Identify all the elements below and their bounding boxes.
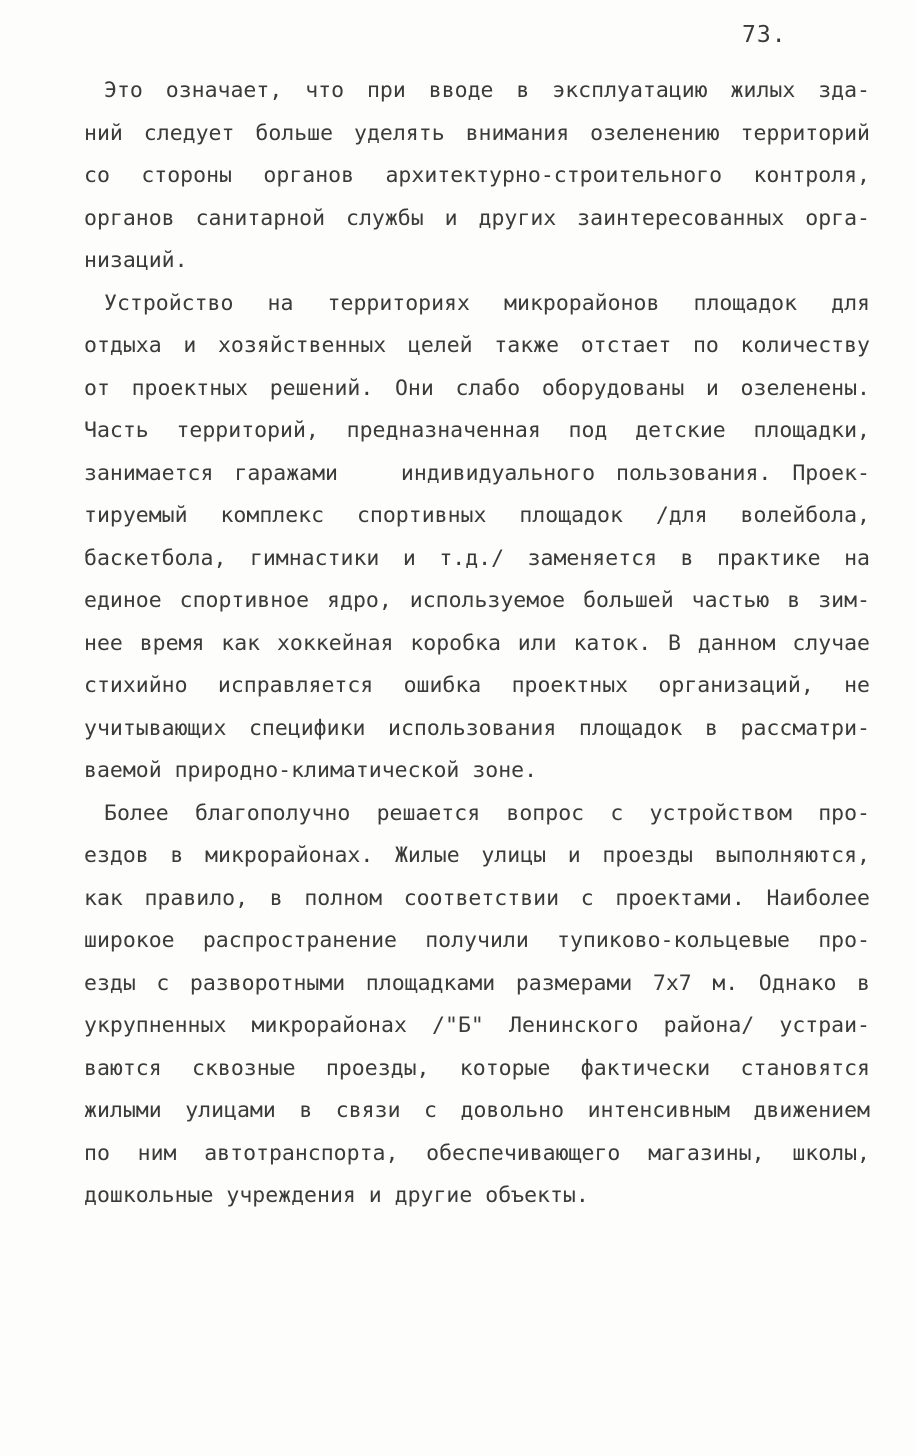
- text-line: стихийно исправляется ошибка проектных организаций, не: [84, 673, 870, 698]
- text-line: ездов в микрорайонах. Жилые улицы и проезды выполняются,: [84, 843, 870, 868]
- text-line: дошкольные учреждения и другие объекты.: [84, 1183, 589, 1208]
- text-line: широкое распространение получили тупиково-кольцевые про-: [84, 928, 870, 953]
- text-line: Более благополучно решается вопрос с устройством про-: [104, 800, 870, 826]
- text-line: Это означает, что при вводе в эксплуатацию жилых зда-: [104, 78, 870, 103]
- text-line: Устройство на территориях микрорайонов площадок для: [104, 290, 870, 316]
- text-line: как правило, в полном соответствии с проектами. Наиболее: [84, 885, 870, 911]
- body-text: [84, 70, 870, 1218]
- text-line: учитывающих специфики использования площадок в рассматри-: [84, 715, 870, 741]
- page-number: 73.: [742, 22, 787, 48]
- text-line: езды с разворотными площадками размерами 7х7 м. Однако в: [84, 970, 870, 996]
- paragraph-3: [84, 793, 870, 1218]
- text-line: органов санитарной службы и других заинтересованных орга-: [84, 205, 870, 231]
- text-line: отдыха и хозяйственных целей также отстает по количеству: [84, 333, 870, 358]
- paragraph-1: [84, 70, 870, 283]
- text-line: занимается гаражами индивидуального пользования. Проек-: [84, 460, 870, 486]
- text-line: Часть территорий, предназначенная под детские площадки,: [84, 418, 870, 443]
- text-line: нее время как хоккейная коробка или каток. В данном случае: [84, 630, 870, 656]
- text-line: со стороны органов архитектурно-строительного контроля,: [84, 163, 870, 188]
- text-line: единое спортивное ядро, используемое большей частью в зим-: [84, 588, 870, 613]
- text-line: ний следует больше уделять внимания озеленению территорий: [84, 120, 870, 146]
- text-line: ваемой природно-климатической зоне.: [84, 758, 538, 783]
- paragraph-2: [84, 283, 870, 793]
- text-line: ваются сквозные проезды, которые фактически становятся: [84, 1055, 870, 1081]
- text-line: низаций.: [84, 248, 188, 273]
- text-line: от проектных решений. Они слабо оборудованы и озеленены.: [84, 375, 870, 401]
- text-line: по ним автотранспорта, обеспечивающего магазины, школы,: [84, 1140, 870, 1166]
- text-line: жилыми улицами в связи с довольно интенсивным движением: [84, 1098, 870, 1123]
- text-line: тируемый комплекс спортивных площадок /для волейбола,: [84, 503, 870, 528]
- text-line: укрупненных микрорайонах /"Б" Ленинского района/ устраи-: [84, 1013, 870, 1038]
- text-line: баскетбола, гимнастики и т.д./ заменяется в практике на: [84, 545, 870, 571]
